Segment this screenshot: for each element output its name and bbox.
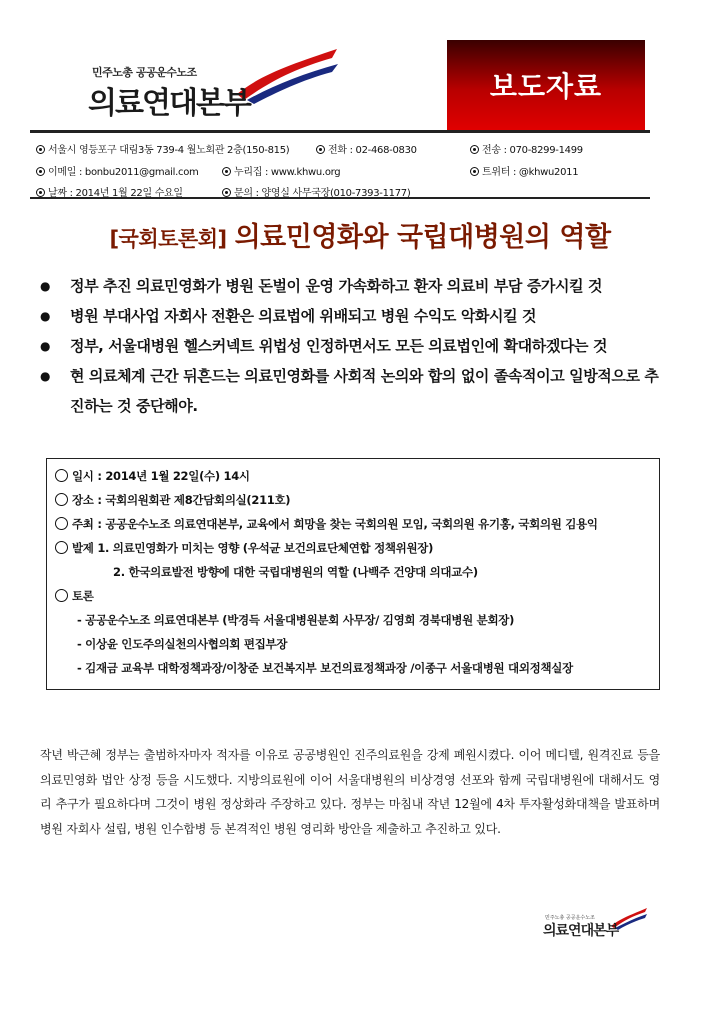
panel-item: - 공공운수노조 의료연대본부 (박경득 서울대병원분회 사무장/ 김영희 경북대병원 분회장) bbox=[77, 613, 515, 627]
bullet-dot-icon bbox=[316, 145, 325, 154]
event-talk-1: 발제 1. 의료민영화가 미치는 영향 (우석균 보건의료단체연합 정책위원장) bbox=[55, 536, 651, 560]
body-paragraph: 작년 박근혜 정부는 출범하자마자 적자를 이유로 공공병원인 진주의료원을 강제 폐원시켰다. 이어 메디텔, 원격진료 등을 의료민영화 법안 상정 등을 시도했다. 지방의료원에 이어 서울대병원의 비상경영 선포와 함께 국립대병원에 대해서도 영리 추구가 필요하다며 그것이 병원 정상화라 주장하고 있다. 정부는 마침내 작년 12월에 4차 투자활성화대책을 발표하며 병원 자회사 설립, 병원 인수합병 등 본격적인 병원 영리화 방안을 제출하고 추진하고 있다. bbox=[40, 748, 660, 836]
summary-item: ● 정부, 서울대병원 헬스커넥트 위법성 인정하면서도 모든 의료법인에 확대하겠다는 것 bbox=[40, 331, 660, 361]
info-twitter: 트위터 : @khwu2011 bbox=[470, 163, 578, 178]
circle-bullet-icon bbox=[55, 493, 68, 506]
panel-item: - 이상윤 인도주의실천의사협의회 편집부장 bbox=[77, 637, 288, 651]
footer-logo-title: 의료연대본부 bbox=[543, 923, 619, 939]
press-release-badge bbox=[447, 40, 645, 130]
circle-bullet-icon bbox=[55, 541, 68, 554]
logo-title: 의료연대본부 bbox=[88, 86, 250, 121]
info-divider-bottom bbox=[30, 197, 650, 199]
info-contact: 문의 : 양영실 사무국장(010-7393-1177) bbox=[222, 184, 410, 199]
press-release-label: 보도자료 bbox=[489, 70, 603, 103]
bullet-dot-icon bbox=[36, 188, 45, 197]
bullet-dot-icon bbox=[36, 145, 45, 154]
summary-item: ● 정부 추진 의료민영화가 병원 돈벌이 운영 가속화하고 환자 의료비 부담 증가시킬 것 bbox=[40, 271, 660, 301]
event-datetime: 일시 : 2014년 1월 22일(수) 14시 bbox=[55, 464, 651, 488]
circle-bullet-icon bbox=[55, 469, 68, 482]
summary-item: ● 병원 부대사업 자회사 전환은 의료법에 위배되고 병원 수익도 악화시킬 것 bbox=[40, 301, 660, 331]
event-discussion: 토론 bbox=[55, 584, 651, 608]
event-place: 장소 : 국회의원회관 제8간담회의실(211호) bbox=[55, 488, 651, 512]
footer-logo-subtitle: 민주노총 공공운수노조 bbox=[545, 915, 595, 921]
info-date: 날짜 : 2014년 1월 22일 수요일 bbox=[36, 184, 183, 199]
circle-bullet-icon bbox=[55, 589, 68, 602]
footer-logo bbox=[543, 906, 653, 942]
info-website: 누리집 : www.khwu.org bbox=[222, 163, 340, 178]
circle-bullet-icon bbox=[55, 517, 68, 530]
bullet-dot-icon bbox=[36, 167, 45, 176]
info-fax: 전송 : 070-8299-1499 bbox=[470, 141, 583, 156]
summary-item: ● 현 의료체계 근간 뒤흔드는 의료민영화를 사회적 논의와 합의 없이 졸속적이고 일방적으로 추진하는 것 중단해야. bbox=[40, 361, 660, 421]
logo-subtitle: 민주노총 공공운수노조 bbox=[92, 66, 197, 79]
event-info-box bbox=[46, 458, 660, 690]
bullet-dot-icon bbox=[470, 145, 479, 154]
summary-list bbox=[40, 271, 660, 421]
info-divider-top bbox=[30, 130, 650, 133]
title-tag: [국회토론회] bbox=[109, 227, 227, 251]
page-title bbox=[0, 215, 720, 254]
panel-item: - 김재금 교육부 대학정책과장/이창준 보건복지부 보건의료정책과장 /이종구 서울대병원 대외정책실장 bbox=[77, 661, 573, 675]
bullet-dot-icon bbox=[222, 188, 231, 197]
bullet-dot-icon bbox=[470, 167, 479, 176]
info-email: 이메일 : bonbu2011@gmail.com bbox=[36, 163, 198, 178]
event-talk-2: 2. 한국의료발전 방향에 대한 국립대병원의 역할 (나백주 건양대 의대교수) bbox=[113, 565, 478, 579]
event-host: 주최 : 공공운수노조 의료연대본부, 교육에서 희망을 찾는 국회의원 모임, 국회의원 유기홍, 국회의원 김용익 bbox=[55, 512, 651, 536]
title-main: 의료민영화와 국립대병원의 역할 bbox=[234, 222, 611, 253]
info-phone: 전화 : 02-468-0830 bbox=[316, 141, 417, 156]
info-address: 서울시 영등포구 대림3동 739-4 월노회관 2층(150-815) bbox=[36, 141, 289, 156]
bullet-dot-icon bbox=[222, 167, 231, 176]
union-logo bbox=[82, 44, 342, 126]
